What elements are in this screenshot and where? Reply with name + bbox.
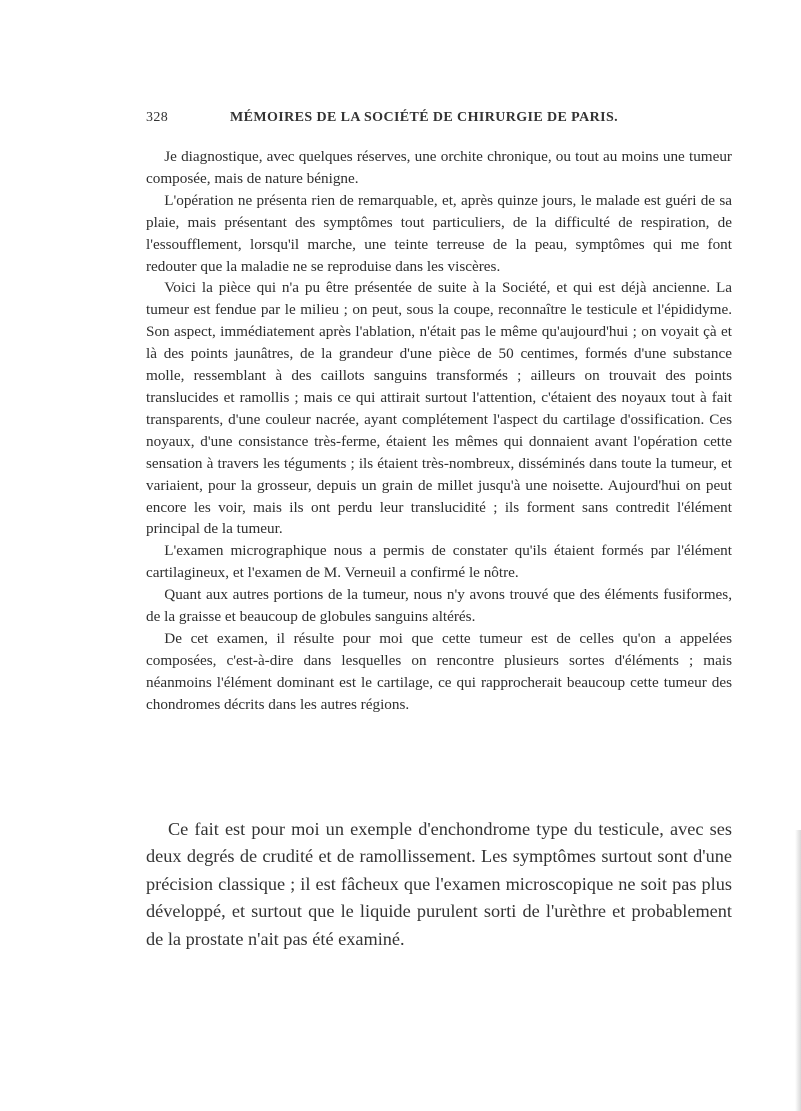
paragraph-micrographic-exam: L'examen micrographique nous a permis de constater qu'ils étaient formés par l'élément cartilagineux, et l'examen de M. Verneuil a confirmé le nôtre. [146, 542, 732, 582]
page-edge-shadow [795, 830, 801, 1111]
paragraph-specimen: Voici la pièce qui n'a pu être présentée de suite à la Société, et qui est déjà ancienne. La tumeur est fendue par le milieu ; on peut, sous la coupe, reconnaître le testicule et l'épididyme. Son aspect, immédiatement après l'ablation, n'était pas le même qu'aujourd'hui ; on voyait çà et là des points jaunâtres, de la grandeur d'une pièce de 50 centimes, formés d'une substance molle, ressemblant à des caillots sanguins transformés ; ailleurs on trouvait des points translucides et ramollis ; mais ce qui attirait surtout l'attention, c'étaient des noyaux tout à fait transparents, d'une couleur nacrée, ayant complétement l'aspect du cartilage d'ossification. Ces noyaux, d'une consistance très-ferme, étaient les mêmes qui donnaient avant l'opération cette sensation à travers les téguments ; ils étaient très-nombreux, disséminés dans toute la tumeur, et variaient, pour la grosseur, depuis un grain de millet jusqu'à une noisette. Aujourd'hui on peut encore les voir, mais ils ont perdu leur translucidité ; ils forment sans contredit l'élément principal de la tumeur. [146, 279, 732, 538]
paragraph-operation: L'opération ne présenta rien de remarquable, et, après quinze jours, le malade est guéri de sa plaie, mais présentant des symptômes tout particuliers, de la difficulté de respiration, de l'essoufflement, lorsqu'il marche, une teinte terreuse de la peau, symptômes qui me font redouter que la maladie ne se reproduise dans les viscères. [146, 191, 732, 275]
main-text-block [146, 146, 732, 716]
running-title: MÉMOIRES DE LA SOCIÉTÉ DE CHIRURGIE DE PARIS. [230, 110, 619, 125]
paragraph-conclusion: De cet examen, il résulte pour moi que cette tumeur est de celles qu'on a appelées composées, c'est-à-dire dans lesquelles on rencontre plusieurs sortes d'éléments ; mais néanmoins l'élément dominant est le cartilage, ce qui rapprocherait beaucoup cette tumeur des chondromes décrits dans les autres régions. [146, 629, 732, 713]
paragraph-diagnosis: Je diagnostique, avec quelques réserves, une orchite chronique, ou tout au moins une tumeur composée, mais de nature bénigne. [146, 148, 732, 187]
page-number: 328 [146, 110, 169, 125]
running-head [146, 110, 726, 132]
commentary-paragraph: Ce fait est pour moi un exemple d'enchondrome type du testicule, avec ses deux degrés de crudité et de ramollissement. Les symptômes surtout sont d'une précision classique ; il est fâcheux que l'examen microscopique ne soit pas plus développé, et surtout que le liquide purulent sorti de l'urèthre et probablement de la prostate n'ait pas été examiné. [146, 819, 732, 949]
paragraph-other-portions: Quant aux autres portions de la tumeur, nous n'y avons trouvé que des éléments fusiformes, de la graisse et beaucoup de globules sanguins altérés. [146, 586, 732, 626]
commentary-block [146, 816, 732, 953]
